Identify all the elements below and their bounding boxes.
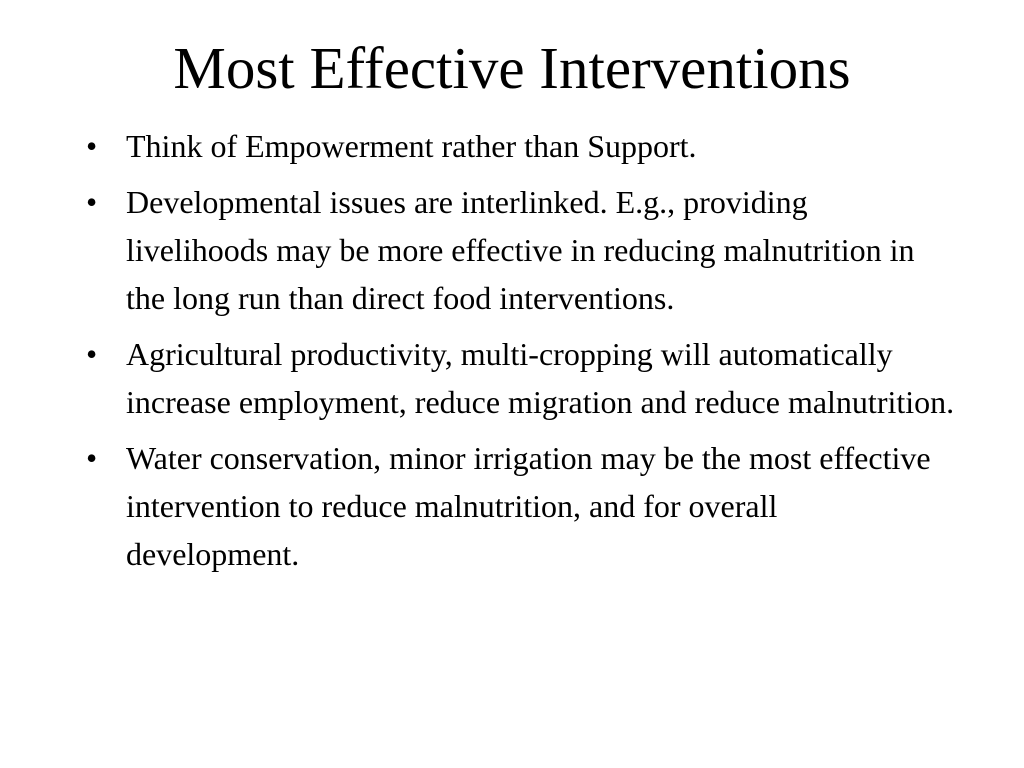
bullet-icon: •	[86, 336, 98, 372]
bullet-text-1: Think of Empowerment rather than Support.	[126, 128, 697, 164]
bullet-item-1	[86, 122, 956, 170]
bullet-icon: •	[86, 128, 98, 164]
bullet-list	[86, 122, 956, 586]
bullet-item-4	[86, 434, 956, 578]
bullet-icon: •	[86, 440, 98, 476]
bullet-item-2	[86, 178, 956, 322]
bullet-icon: •	[86, 184, 98, 220]
bullet-text-2: Developmental issues are interlinked. E.g., providing livelihoods may be more effective in reducing malnutrition in the long run than direct food interventions.	[126, 184, 915, 316]
bullet-item-3	[86, 330, 956, 426]
bullet-text-4: Water conservation, minor irrigation may be the most effective intervention to reduce malnutrition, and for overall development.	[126, 440, 931, 572]
bullet-text-3: Agricultural productivity, multi-cropping will automatically increase employment, reduce migration and reduce malnutrition.	[126, 336, 955, 420]
slide-title: Most Effective Interventions	[173, 35, 851, 101]
